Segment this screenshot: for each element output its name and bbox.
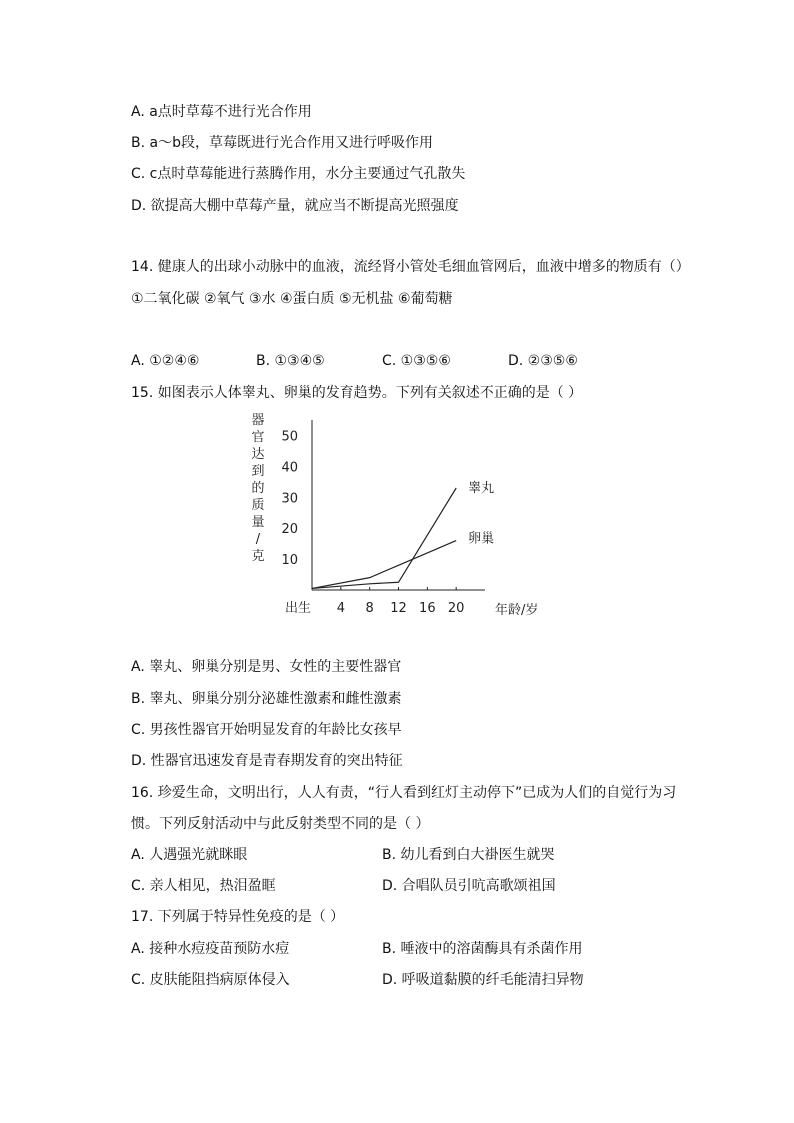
q17-option-a: A. 接种水痘疫苗预防水痘	[131, 941, 290, 957]
y-tick-label: 20	[281, 522, 298, 538]
x-origin-label: 出生	[285, 601, 312, 616]
q16-stem-line1: 16. 珍爱生命，文明出行，人人有责，“行人看到红灯主动停下”已成为人们的自觉行为习	[131, 785, 677, 801]
x-tick-label: 12	[390, 601, 407, 616]
y-axis-label-char: 克	[251, 549, 265, 564]
q14-items: ①二氧化碳 ②氧气 ③水 ④蛋白质 ⑤无机盐 ⑥葡萄糖	[131, 291, 453, 307]
q14-option-a: A. ①②④⑥	[131, 353, 200, 369]
q13-option-c: C. c点时草莓能进行蒸腾作用，水分主要通过气孔散失	[131, 166, 466, 182]
y-axis-label-char: /	[255, 532, 261, 547]
y-axis-label-char: 的	[251, 481, 265, 496]
q13-option-d: D. 欲提高大棚中草莓产量，就应当不断提高光照强度	[131, 198, 459, 214]
q14-option-d: D. ②③⑤⑥	[508, 353, 578, 369]
q13-option-a: A. a点时草莓不进行光合作用	[131, 104, 312, 120]
q17-option-b: B. 唾液中的溶菌酶具有杀菌作用	[382, 941, 583, 957]
x-tick-label: 4	[336, 601, 345, 616]
development-chart	[240, 410, 560, 625]
series-line-1	[312, 541, 456, 589]
q13-option-b: B. a～b段，草莓既进行光合作用又进行呼吸作用	[131, 135, 433, 151]
x-tick-label: 16	[419, 601, 436, 616]
q14-option-c: C. ①③⑤⑥	[382, 353, 451, 369]
series-label-0: 睾丸	[468, 481, 495, 496]
y-tick-label: 30	[281, 491, 298, 507]
y-axis-label-char: 器	[251, 413, 265, 428]
y-axis-label-char: 量	[251, 515, 265, 530]
q15-stem: 15. 如图表示人体睾丸、卵巢的发育趋势。下列有关叙述不正确的是（ ）	[131, 385, 583, 401]
y-axis-label-char: 到	[251, 464, 265, 479]
q15-option-d: D. 性器官迅速发育是青春期发育的突出特征	[131, 753, 403, 769]
x-axis-label: 年龄/岁	[495, 603, 539, 618]
q15-option-c: C. 男孩性器官开始明显发育的年龄比女孩早	[131, 722, 402, 738]
q16-option-c: C. 亲人相见，热泪盈眶	[131, 878, 276, 894]
q16-option-b: B. 幼儿看到白大褂医生就哭	[382, 847, 555, 863]
q16-stem-line2: 惯。下列反射活动中与此反射类型不同的是（ ）	[131, 816, 430, 832]
series-line-0	[312, 488, 456, 588]
q16-option-a: A. 人遇强光就眯眼	[131, 847, 248, 863]
y-axis-label-char: 达	[251, 447, 265, 462]
y-axis-label-char: 官	[251, 430, 265, 445]
q14-option-b: B. ①③④⑤	[256, 353, 325, 369]
x-tick-label: 20	[447, 601, 465, 616]
q17-option-c: C. 皮肤能阻挡病原体侵入	[131, 972, 290, 988]
y-axis-label-char: 质	[251, 498, 265, 513]
q17-option-d: D. 呼吸道黏膜的纤毛能清扫异物	[382, 972, 584, 988]
series-label-1: 卵巢	[468, 531, 495, 547]
q17-stem: 17. 下列属于特异性免疫的是（ ）	[131, 909, 345, 925]
q15-option-b: B. 睾丸、卵巢分别分泌雄性激素和雌性激素	[131, 691, 402, 707]
y-tick-label: 40	[281, 460, 298, 476]
x-tick-label: 8	[365, 601, 374, 616]
q14-stem: 14. 健康人的出球小动脉中的血液，流经肾小管处毛细血管网后，血液中增多的物质有（）	[131, 259, 690, 275]
y-tick-label: 50	[281, 429, 298, 445]
y-axis-label	[251, 413, 264, 564]
y-tick-label: 10	[281, 553, 298, 569]
q15-option-a: A. 睾丸、卵巢分别是男、女性的主要性器官	[131, 659, 402, 675]
q16-option-d: D. 合唱队员引吭高歌颂祖国	[382, 878, 556, 894]
